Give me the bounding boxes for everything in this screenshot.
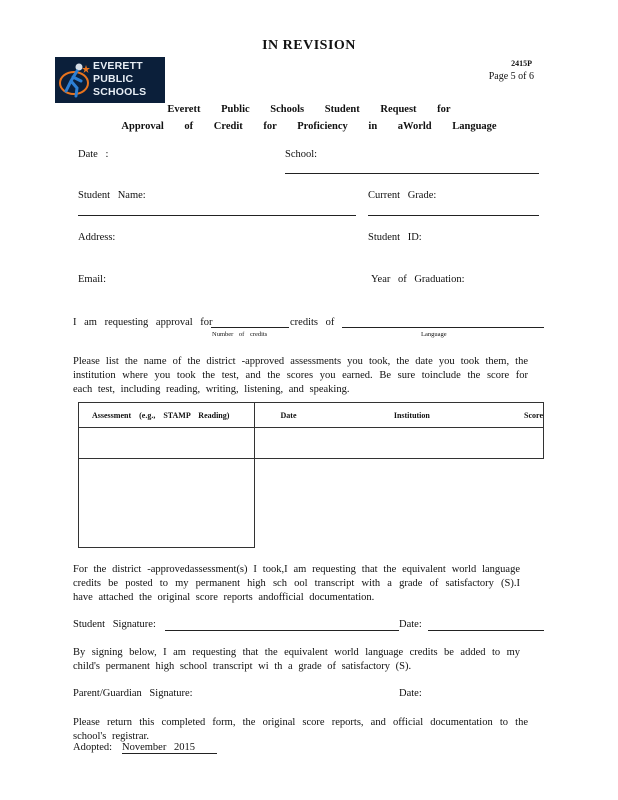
page-number: Page 5 of 6	[488, 71, 534, 82]
student-name-field-line[interactable]	[78, 215, 356, 216]
address-label: Address:	[78, 232, 116, 243]
form-heading-line2: Approval of Credit for Proficiency in aWorld Language	[121, 121, 497, 132]
credits-number-field-line[interactable]	[211, 327, 289, 328]
student-signature-line[interactable]	[165, 630, 399, 631]
return-note-paragraph: Please return this completed form, the original score reports, and official documentation to the school's registrar.	[73, 717, 528, 742]
student-signature-label: Student Signature:	[73, 619, 156, 630]
score-column-header: Score	[496, 403, 543, 428]
logo-text-line: EVERETT	[93, 60, 143, 72]
current-grade-label: Current Grade:	[368, 190, 437, 201]
parent-signature-label: Parent/Guardian Signature:	[73, 688, 193, 699]
language-caption: Language	[421, 331, 447, 338]
statement-paragraph: For the district -approvedassessment(s) I took,I am requesting that the equivalent world language credits be posted to my permanent high sch ool transcript with a grade of satisfactory (S).I have attached the original score reports andofficial documentation.	[73, 564, 520, 603]
assessment-table	[78, 402, 544, 548]
form-heading-line1: Everett Public Schools Student Request for	[167, 104, 451, 115]
date-label: Date :	[78, 149, 109, 160]
parent-statement-paragraph: By signing below, I am requesting that the equivalent world language credits be added to my child's permanent high school transcript wi th a grade of satisfactory (S).	[73, 647, 520, 672]
instructions-paragraph: Please list the name of the district -approved assessments you took, the date you took them, the institution where you took the test, and the scores you earned. Be sure toinclude the score for each test, including reading, writing, listening, and speaking.	[73, 356, 528, 395]
logo-text-line: SCHOOLS	[93, 86, 147, 98]
assessment-cell[interactable]	[79, 459, 255, 548]
student-date-label: Date:	[399, 619, 422, 630]
date-column-header: Date	[254, 403, 336, 428]
adopted-date: November 2015	[122, 742, 217, 754]
details-cell[interactable]	[254, 428, 544, 459]
runner-logo-icon	[59, 61, 91, 99]
table-row	[79, 459, 544, 548]
student-name-label: Student Name:	[78, 190, 146, 201]
graduation-year-label: Year of Graduation:	[371, 274, 465, 285]
logo-text-line: PUBLIC	[93, 73, 134, 85]
form-number: 2415P	[511, 59, 532, 68]
assessment-cell[interactable]	[79, 428, 255, 459]
adopted-label: Adopted:	[73, 742, 113, 753]
assessment-column-header: Assessment (e.g., STAMP Reading)	[79, 403, 255, 428]
request-prefix: I am requesting approval for	[73, 317, 213, 328]
page-title: IN REVISION	[262, 38, 356, 53]
number-of-credits-caption: Number of credits	[212, 331, 268, 338]
request-middle: credits of	[290, 317, 335, 328]
district-logo	[55, 57, 165, 103]
institution-column-header: Institution	[336, 403, 496, 428]
current-grade-field-line[interactable]	[368, 215, 539, 216]
student-date-line[interactable]	[428, 630, 544, 631]
parent-date-label: Date:	[399, 688, 422, 699]
table-header-row	[79, 403, 544, 428]
school-field-line[interactable]	[285, 173, 539, 174]
student-id-label: Student ID:	[368, 232, 422, 243]
email-label: Email:	[78, 274, 106, 285]
table-row	[79, 428, 544, 459]
details-cell[interactable]	[254, 459, 544, 548]
language-field-line[interactable]	[342, 327, 544, 328]
school-label: School:	[285, 149, 318, 160]
